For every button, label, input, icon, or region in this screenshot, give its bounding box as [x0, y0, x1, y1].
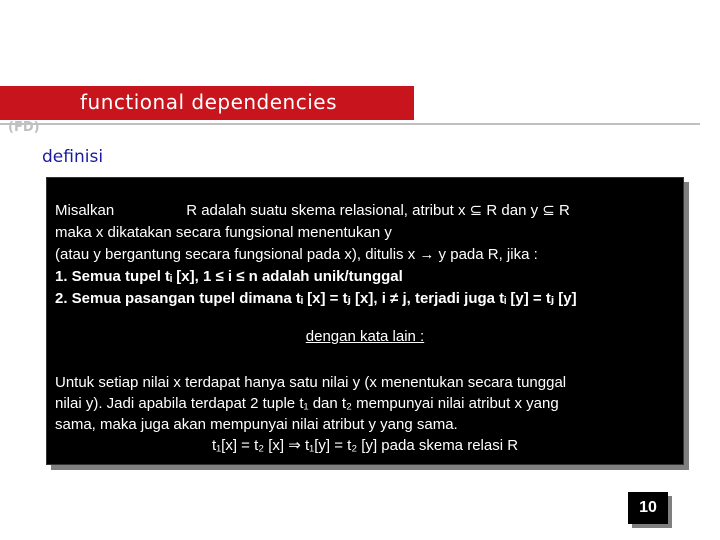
line1-start: Misalkan	[55, 202, 115, 219]
fd-label: (FD)	[8, 120, 40, 135]
definition-box	[46, 177, 684, 465]
explanation-text	[55, 372, 675, 456]
line2: maka x dikatakan secara fungsional menentukan y	[55, 224, 392, 241]
slide-title: functional dependencies	[80, 90, 337, 114]
formula: t₁[x] = t₂ [x] ⇒ t₁[y] = t₂ [y] pada skema relasi R	[211, 437, 519, 454]
title-rule	[0, 123, 700, 125]
para-line2: nilai y). Jadi apabila terdapat 2 tuple t₁ dan t₂ mempunyai nilai atribut x yang	[55, 395, 559, 412]
para-line1: Untuk setiap nilai x terdapat hanya satu nilai y (x menentukan secara tunggal	[55, 374, 567, 391]
line1-rest: R adalah suatu skema relasional, atribut x ⊆ R dan y ⊆ R	[186, 202, 570, 219]
subheading: dengan kata lain :	[305, 328, 425, 345]
rule-1: 1. Semua tupel tᵢ [x], 1 ≤ i ≤ n adalah unik/tunggal	[55, 268, 403, 285]
section-label: definisi	[42, 147, 104, 167]
definition-text	[55, 200, 577, 310]
rule-2: 2. Semua pasangan tupel dimana tᵢ [x] = tⱼ [x], i ≠ j, terjadi juga tᵢ [y] = tⱼ [y]	[55, 290, 577, 307]
line3: (atau y bergantung secara fungsional pada x), ditulis x → y pada R, jika :	[55, 246, 538, 263]
para-line3: sama, maka juga akan mempunyai nilai atribut y yang sama.	[55, 416, 458, 433]
page-number: 10	[628, 492, 668, 524]
